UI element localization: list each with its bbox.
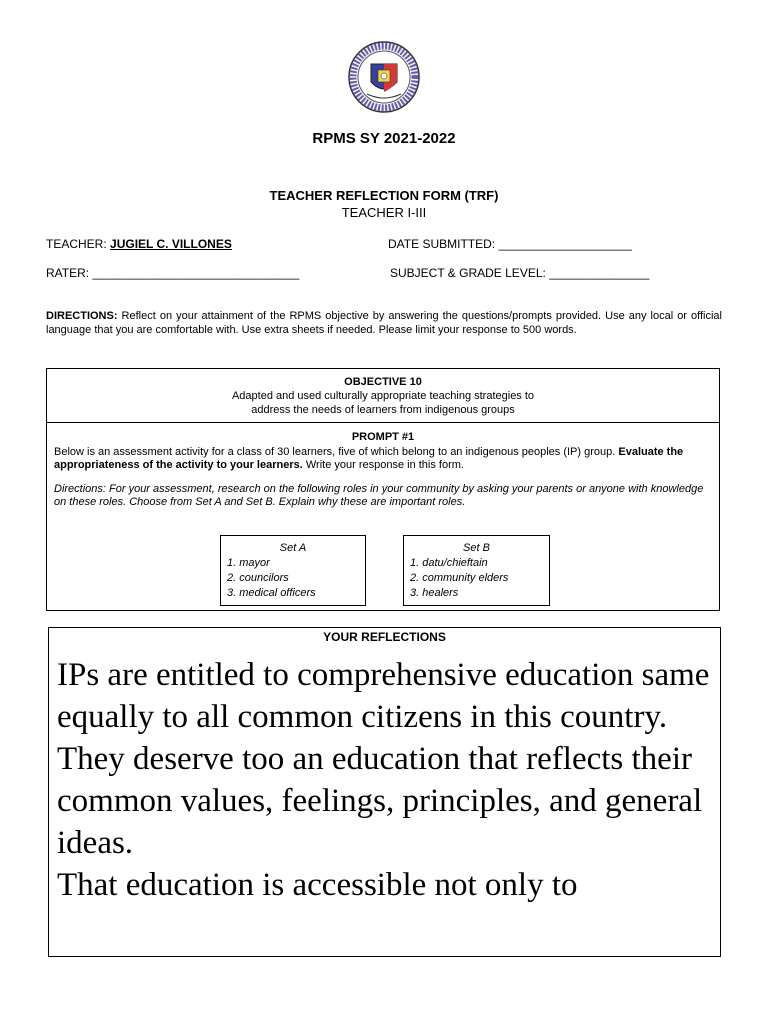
prompt-directions: Directions: For your assessment, research on the following roles in your community by asking your parents or anyone with knowledge on these roles. Choose from Set A and Set B. Explain why these are important roles. [54, 483, 704, 508]
deped-seal-logo [347, 40, 421, 114]
objective-line-1: Adapted and used culturally appropriate teaching strategies to [231, 390, 535, 402]
subject-grade-field [390, 266, 649, 280]
prompt-text-2: Write your response in this form. [302, 459, 464, 471]
prompt-section [47, 423, 719, 509]
prompt-heading: PROMPT #1 [351, 431, 415, 443]
reflection-paragraph: They deserve too an education that reflects their common values, feelings, principles, and general ideas. [57, 741, 703, 861]
set-b-item: 1. datu/chieftain [410, 557, 488, 569]
reflections-heading: YOUR REFLECTIONS [323, 630, 446, 644]
objective-line-2: address the needs of learners from indigenous groups [251, 404, 515, 416]
subject-grade-label: SUBJECT & GRADE LEVEL: [390, 266, 546, 280]
objective-section [47, 369, 719, 423]
set-a-item: 1. mayor [227, 557, 270, 569]
set-a-heading: Set A [279, 542, 307, 554]
directions-label: DIRECTIONS: [46, 310, 118, 322]
teacher-label: TEACHER: [46, 237, 107, 251]
rater-label: RATER: [46, 266, 90, 280]
set-a-item: 3. medical officers [227, 587, 316, 599]
prompt-text [54, 446, 712, 472]
date-submitted-label: DATE SUBMITTED: [388, 237, 496, 251]
objective-heading: OBJECTIVE 10 [344, 376, 422, 388]
reflection-paragraph: IPs are entitled to comprehensive education same equally to all common citizens in this country. [57, 657, 710, 735]
reflections-body [49, 652, 720, 906]
subject-grade-blank: _______________ [549, 266, 650, 280]
date-submitted-blank: ____________________ [498, 237, 632, 251]
prompt-text-1: Below is an assessment activity for a class of 30 learners, five of which belong to an indigenous peoples (IP) group. [54, 446, 616, 458]
set-b-box [403, 535, 550, 606]
objective-prompt-box [46, 368, 720, 611]
set-b-item: 3. healers [410, 587, 459, 599]
set-b-heading: Set B [463, 542, 490, 554]
reflection-paragraph: That education is accessible not only to [57, 867, 578, 903]
teacher-value: JUGIEL C. VILLONES [110, 237, 232, 251]
set-a-box [220, 535, 366, 606]
page-title: RPMS SY 2021-2022 [312, 130, 456, 147]
form-title: TEACHER REFLECTION FORM (TRF) [269, 188, 499, 203]
prompt-bold-text: Evaluate the appropriateness of the activity to your learners. [54, 446, 684, 471]
reflections-box [48, 627, 721, 957]
form-subtitle: TEACHER I-III [341, 205, 427, 220]
set-b-item: 2. community elders [410, 572, 509, 584]
rater-blank: _______________________________ [92, 266, 300, 280]
date-submitted-field [388, 237, 632, 251]
directions-text: Reflect on your attainment of the RPMS objective by answering the questions/prompts provided. Use any local or official language that you are comfortable with. Use extra sheets if needed. Please limit your response to 500 words. [46, 310, 722, 336]
set-a-item: 2. councilors [227, 572, 289, 584]
teacher-field [46, 237, 232, 251]
rater-field [46, 266, 299, 280]
directions [46, 309, 722, 337]
